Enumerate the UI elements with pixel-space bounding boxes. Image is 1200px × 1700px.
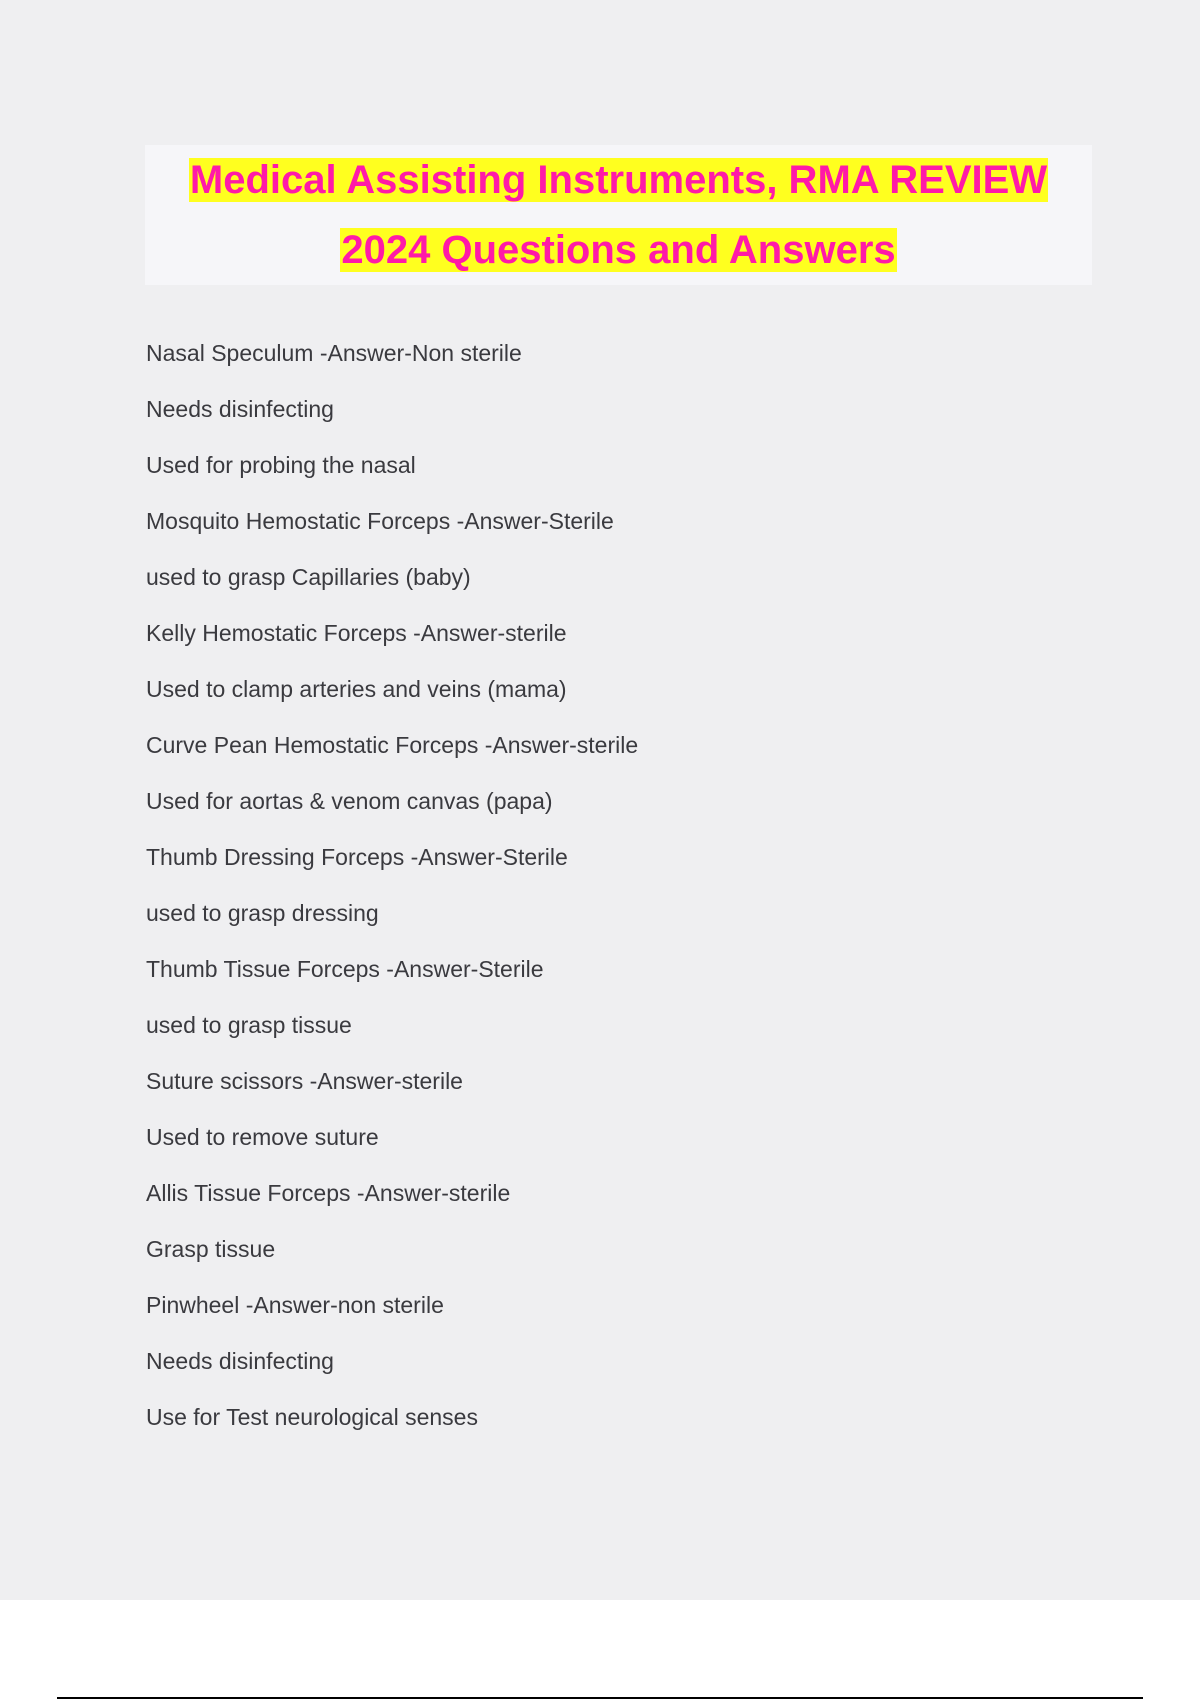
qa-line: Nasal Speculum -Answer-Non sterile — [146, 340, 522, 366]
title-box — [145, 145, 1092, 285]
qa-line: Kelly Hemostatic Forceps -Answer-sterile — [146, 620, 567, 646]
qa-line: Needs disinfecting — [146, 1348, 334, 1374]
document-title — [145, 145, 1092, 285]
qa-line: Used for aortas & venom canvas (papa) — [146, 788, 553, 814]
qa-line: Thumb Tissue Forceps -Answer-Sterile — [146, 956, 544, 982]
footer-divider — [57, 1697, 1143, 1699]
qa-line: Curve Pean Hemostatic Forceps -Answer-sterile — [146, 732, 639, 758]
qa-line: Grasp tissue — [146, 1236, 276, 1262]
qa-line: Suture scissors -Answer-sterile — [146, 1068, 463, 1094]
qa-line: Pinwheel -Answer-non sterile — [146, 1292, 444, 1318]
qa-line: Thumb Dressing Forceps -Answer-Sterile — [146, 844, 568, 870]
qa-line: used to grasp Capillaries (baby) — [146, 564, 471, 590]
title-line-2: 2024 Questions and Answers — [341, 228, 896, 272]
qa-line: used to grasp tissue — [146, 1012, 352, 1038]
qa-content — [146, 325, 1046, 1445]
qa-line: used to grasp dressing — [146, 900, 379, 926]
qa-line: Used for probing the nasal — [146, 452, 416, 478]
qa-line: Allis Tissue Forceps -Answer-sterile — [146, 1180, 511, 1206]
qa-line: Used to clamp arteries and veins (mama) — [146, 676, 567, 702]
qa-line: Used to remove suture — [146, 1124, 379, 1150]
title-line-1: Medical Assisting Instruments, RMA REVIEW — [189, 158, 1048, 202]
qa-line: Needs disinfecting — [146, 396, 334, 422]
qa-line: Use for Test neurological senses — [146, 1404, 478, 1430]
qa-line: Mosquito Hemostatic Forceps -Answer-Sterile — [146, 508, 614, 534]
